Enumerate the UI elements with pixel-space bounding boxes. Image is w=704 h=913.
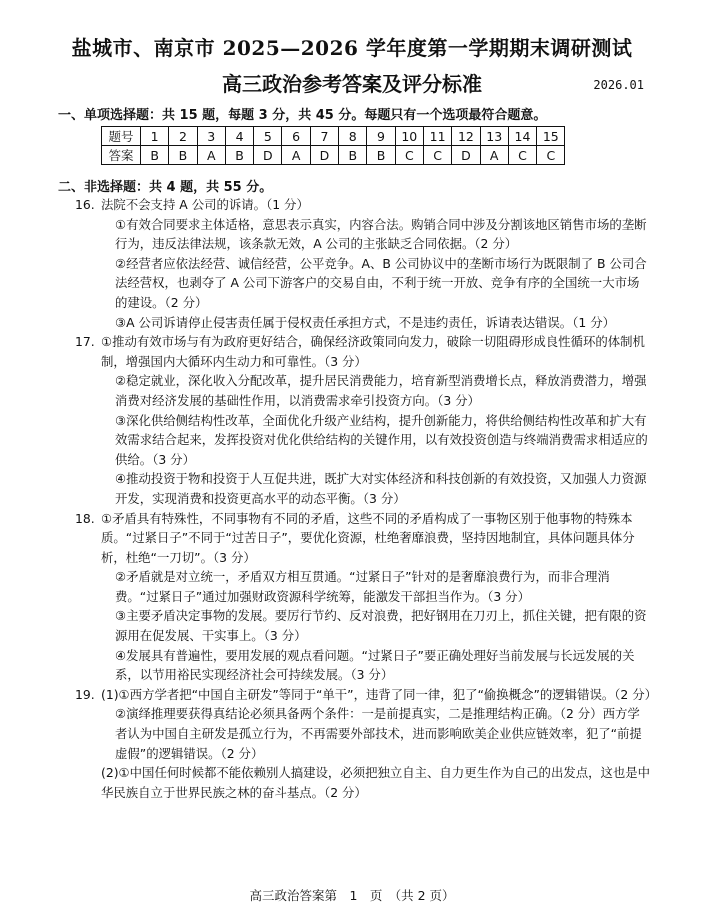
- answer-cell: A: [197, 146, 225, 165]
- document-date: 2026.01: [593, 78, 644, 92]
- answer-cell: A: [282, 146, 310, 165]
- answer-cell: B: [141, 146, 169, 165]
- number-row-label: 题号: [102, 127, 141, 146]
- answer-table-number-row: [102, 127, 565, 146]
- answer-table: [101, 126, 565, 165]
- question-number: 4: [225, 127, 253, 146]
- answer-cell: C: [508, 146, 536, 165]
- answer-paragraph: ①矛盾具有特殊性，不同事物有不同的矛盾，这些不同的矛盾构成了一事物区别于他事物的特殊本质。“过紧日子”不同于“过苦日子”，要优化资源，杜绝奢靡浪费，坚持因地制宜，具体问题具体分析，杜绝“一刀切”。（3 分）: [101, 510, 635, 565]
- question-number: 5: [254, 127, 282, 146]
- question-number-19: 19.: [75, 686, 95, 702]
- answer-row-label: 答案: [102, 146, 141, 165]
- question-number: 6: [282, 127, 310, 146]
- question-number: 2: [169, 127, 197, 146]
- answer-paragraph: ③A 公司诉请停止侵害责任属于侵权责任承担方式，不是违约责任，诉请表达错误。（1 分）: [115, 314, 615, 330]
- answer-cell: D: [452, 146, 480, 165]
- question-number: 10: [395, 127, 423, 146]
- answer-paragraph: ②矛盾就是对立统一，矛盾双方相互贯通。“过紧日子”针对的是奢靡浪费行为，而非合理消费。“过紧日子”通过加强财政资源科学统筹，能激发干部担当作为。（3 分）: [115, 569, 610, 604]
- question-19: [75, 685, 658, 803]
- answer-paragraph: ③深化供给侧结构性改革，全面优化升级产业结构，提升创新能力，将供给侧结构性改革和扩大有效需求结合起来，发挥投资对优化供给结构的关键作用，以有效投资创造与终端消费需求相适应的供给。（3 分）: [115, 412, 648, 467]
- answer-paragraph: (1)①西方学者把“中国自主研发”等同于“单干”，违背了同一律，犯了“偷换概念”的逻辑错误。（2 分）: [101, 686, 658, 702]
- question-number: 9: [367, 127, 395, 146]
- answer-cell: C: [537, 146, 565, 165]
- answer-paragraph: ③主要矛盾决定事物的发展。要厉行节约、反对浪费，把好钢用在刀刃上，抓住关键，把有限的资源用在促发展、干实事上。（3 分）: [115, 608, 647, 644]
- question-number: 13: [480, 127, 508, 146]
- section2-heading: 二、非选择题：共 4 题，共 55 分。: [58, 180, 273, 195]
- answer-cell: B: [367, 146, 395, 165]
- question-number: 15: [537, 127, 565, 146]
- question-number-18: 18.: [75, 510, 95, 526]
- answer-paragraph: ①有效合同要求主体适格，意思表示真实，内容合法。购销合同中涉及分割该地区销售市场的垄断行为，违反法律法规，该条款无效，A 公司的主张缺乏合同依据。（2 分）: [115, 216, 647, 252]
- question-number: 11: [423, 127, 451, 146]
- answer-cell: D: [254, 146, 282, 165]
- answers-body: [75, 195, 658, 802]
- question-number: 14: [508, 127, 536, 146]
- answer-cell: B: [225, 146, 253, 165]
- answer-paragraph: ①推动有效市场与有为政府更好结合，确保经济政策同向发力，破除一切阻碍形成良性循环的体制机制，增强国内大循环内生动力和可靠性。（3 分）: [101, 334, 645, 369]
- answer-paragraph: ④推动投资于物和投资于人互促共进，既扩大对实体经济和科技创新的有效投资，又加强人力资源开发，实现消费和投资更高水平的动态平衡。（3 分）: [115, 471, 647, 506]
- question-number-17: 17.: [75, 334, 95, 350]
- question-17: [75, 332, 651, 508]
- section1-heading: 一、单项选择题：共 15 题，每题 3 分，共 45 分。每题只有一个选项最符合题意。: [58, 108, 547, 123]
- question-16: [75, 195, 651, 332]
- answer-cell: A: [480, 146, 508, 165]
- question-18: [75, 509, 651, 685]
- answer-paragraph: (2)①中国任何时候都不能依赖别人搞建设，必须把独立自主、自力更生作为自己的出发点，这也是中华民族自立于世界民族之林的奋斗基点。（2 分）: [101, 765, 651, 800]
- question-number: 7: [310, 127, 338, 146]
- answer-cell: B: [339, 146, 367, 165]
- answer-paragraph: ②稳定就业，深化收入分配改革，提升居民消费能力，培育新型消费增长点，释放消费潜力，增强消费对经济发展的基础性作用，以消费需求牵引投资方向。（3 分）: [115, 373, 647, 408]
- document-title: 盐城市、南京市 2025—2026 学年度第一学期期末调研测试: [71, 36, 633, 60]
- document-subtitle: 高三政治参考答案及评分标准: [222, 72, 482, 96]
- answer-cell: C: [395, 146, 423, 165]
- answer-paragraph: 法院不会支持 A 公司的诉请。（1 分）: [101, 197, 309, 212]
- answer-cell: B: [169, 146, 197, 165]
- question-number: 3: [197, 127, 225, 146]
- question-number: 8: [339, 127, 367, 146]
- answer-paragraph: ④发展具有普遍性，要用发展的观点看问题。“过紧日子”要正确处理好当前发展与长远发展的关系，以节用裕民实现经济社会可持续发展。（3 分）: [115, 647, 635, 683]
- answer-cell: D: [310, 146, 338, 165]
- answer-cell: C: [423, 146, 451, 165]
- answer-paragraph: ②演绎推理要获得真结论必须具备两个条件：一是前提真实，二是推理结构正确。（2 分）西方学者认为中国自主研发是孤立行为，不再需要外部技术，进而影响欧美企业供应链效率，犯了“前提虚假”的逻辑错误。（2 分）: [115, 706, 642, 761]
- page-footer: 高三政治答案第 1 页 （共 2 页）: [249, 888, 455, 903]
- question-number: 1: [141, 127, 169, 146]
- question-number-16: 16.: [75, 197, 95, 212]
- answer-paragraph: ②经营者应依法经营、诚信经营，公平竞争。A、B 公司协议中的垄断市场行为既限制了 B 公司合法经营权，也剥夺了 A 公司下游客户的交易自由，不利于统一开放、竞争有序的全国统一大市场的建设。（2 分）: [115, 255, 647, 310]
- question-number: 12: [452, 127, 480, 146]
- answer-table-answer-row: [102, 146, 565, 165]
